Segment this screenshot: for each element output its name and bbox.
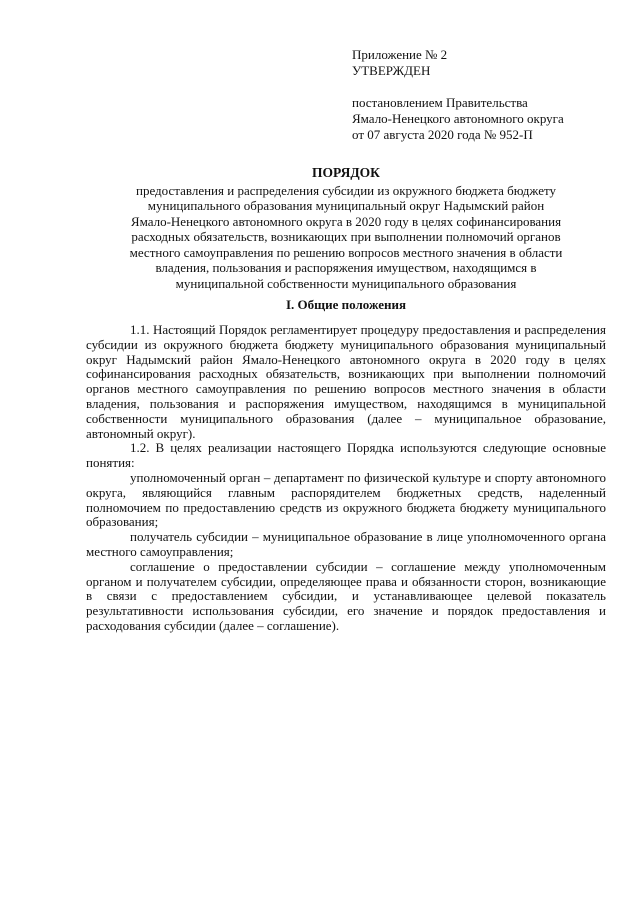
document-title: ПОРЯДОК [312,165,380,180]
decree-line: от 07 августа 2020 года № 952-П [352,127,533,142]
appendix-label: Приложение № 2 [352,47,448,62]
approval-block [352,47,622,143]
decree-line: Ямало-Ненецкого автономного округа [352,111,564,126]
paragraph: 1.2. В целях реализации настоящего Порядка используются следующие основные понятия: [86,440,606,471]
paragraph: 1.1. Настоящий Порядок регламентирует процедуру предоставления и распределения субсидии из окружного бюджета бюджету муниципального образования муниципальный округ Надымский район Ямало-Ненецкого автономного округа в 2020 году в целях софинансирования расходных обязательств, возникающих при выполнении полномочий органов местного самоуправления по решению вопросов местного значения в области владения, пользования и распоряжения имуществом, находящимся в муниципальной собственности муниципального образования (далее – муниципальное образование, автономный округ). [86,322,606,441]
decree-line: постановлением Правительства [352,95,528,110]
approved-label: УТВЕРЖДЕН [352,63,431,78]
paragraph: получатель субсидии – муниципальное образование в лице уполномоченного органа местного самоуправления; [86,529,606,559]
subtitle-line: муниципального образования муниципальный округ Надымский район [147,198,545,213]
subtitle-line: владения, пользования и распоряжения имуществом, находящимся в [155,260,537,275]
subtitle-line: Ямало-Ненецкого автономного округа в 2020 году в целях софинансирования [130,213,562,229]
paragraph: соглашение о предоставлении субсидии – соглашение между уполномоченным органом и получателем субсидии, определяющее права и обязанности сторон, возникающие в связи с предоставлением субсидии, и устанавливающее целевой показатель результативности использования субсидии, его значение и порядок предоставления и расходования субсидии (далее – соглашение). [86,558,606,633]
document-title-block [86,165,606,291]
subtitle-line: предоставления и распределения субсидии из окружного бюджета бюджету [136,182,556,198]
subtitle-line: муниципальной собственности муниципального образования [175,275,517,291]
section-heading: I. Общие положения [286,297,406,312]
document-body [86,323,606,634]
subtitle-line: расходных обязательств, возникающих при выполнении полномочий органов [131,229,561,244]
subtitle-line: местного самоуправления по решению вопросов местного значения в области [129,244,563,260]
paragraph: уполномоченный орган – департамент по физической культуре и спорту автономного округа, являющийся главным распорядителем бюджетных средств, наделенный полномочием по предоставлению средств из окружного бюджета бюджету муниципального образования; [86,469,606,530]
